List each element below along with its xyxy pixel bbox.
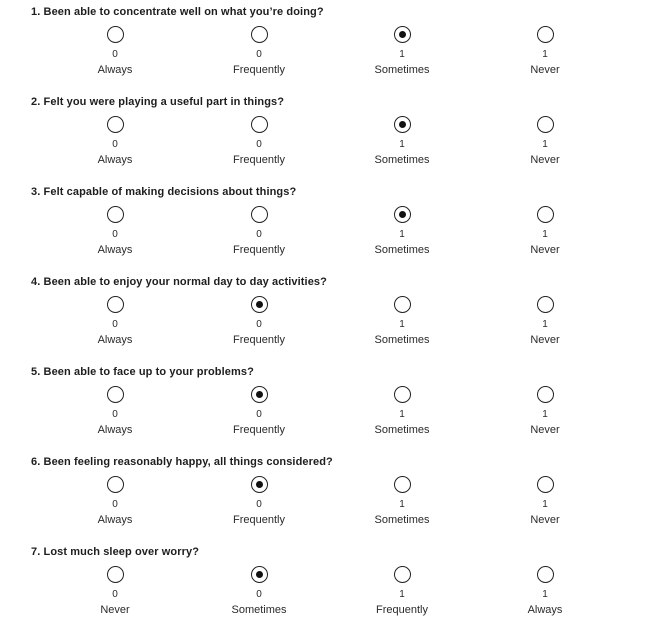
option-score: 0 [112,229,118,240]
radio-button[interactable] [251,116,268,133]
radio-button[interactable] [537,116,554,133]
option-label: Frequently [233,514,285,526]
option-label: Always [97,334,133,346]
answer-option[interactable] [199,296,319,347]
answer-option[interactable] [55,566,175,617]
radio-selected-dot [256,301,263,308]
option-label: Frequently [233,424,285,436]
question-5 [0,366,661,456]
radio-selected-dot [256,391,263,398]
radio-button[interactable] [107,206,124,223]
radio-button[interactable] [251,26,268,43]
radio-button[interactable] [394,566,411,583]
radio-button[interactable] [251,296,268,313]
radio-selected-dot [256,481,263,488]
answer-option[interactable] [485,296,605,347]
radio-button[interactable] [537,386,554,403]
question-text: 2. Felt you were playing a useful part in things? [31,96,285,108]
radio-button[interactable] [107,386,124,403]
answer-option[interactable] [55,206,175,257]
radio-selected-dot [399,211,406,218]
option-score: 0 [112,49,118,60]
option-label: Never [530,244,560,256]
question-text: 6. Been feeling reasonably happy, all things considered? [31,456,333,468]
radio-selected-dot [399,31,406,38]
radio-button[interactable] [251,206,268,223]
answer-option[interactable] [342,296,462,347]
answer-option[interactable] [342,116,462,167]
answer-option[interactable] [199,386,319,437]
option-score: 1 [399,319,405,330]
option-score: 0 [256,139,262,150]
radio-button[interactable] [537,206,554,223]
option-label: Always [97,514,133,526]
question-2 [0,96,661,186]
option-score: 1 [542,49,548,60]
option-score: 0 [256,499,262,510]
answer-option[interactable] [199,26,319,77]
radio-button[interactable] [394,206,411,223]
option-label: Never [530,154,560,166]
radio-button[interactable] [107,116,124,133]
option-score: 0 [256,49,262,60]
option-label: Sometimes [374,334,430,346]
question-7 [0,546,661,636]
answer-option[interactable] [199,206,319,257]
option-score: 1 [399,409,405,420]
answer-option[interactable] [485,206,605,257]
option-score: 0 [256,409,262,420]
option-score: 1 [542,319,548,330]
radio-button[interactable] [537,566,554,583]
option-label: Never [530,64,560,76]
answer-option[interactable] [342,386,462,437]
question-text: 1. Been able to concentrate well on what you’re doing? [31,6,324,18]
answer-option[interactable] [342,26,462,77]
question-text: 5. Been able to face up to your problems? [31,366,254,378]
radio-button[interactable] [394,116,411,133]
option-score: 1 [399,49,405,60]
answer-option[interactable] [342,566,462,617]
option-label: Never [530,424,560,436]
option-score: 0 [112,499,118,510]
answer-option[interactable] [199,566,319,617]
radio-button[interactable] [394,476,411,493]
option-score: 1 [542,139,548,150]
option-score: 1 [542,499,548,510]
radio-button[interactable] [251,476,268,493]
radio-button[interactable] [537,476,554,493]
option-label: Sometimes [374,424,430,436]
answer-option[interactable] [342,476,462,527]
option-label: Sometimes [374,244,430,256]
option-label: Frequently [233,154,285,166]
question-1 [0,6,661,96]
answer-option[interactable] [55,116,175,167]
question-6 [0,456,661,546]
radio-button[interactable] [394,296,411,313]
option-label: Frequently [376,604,428,616]
option-score: 1 [542,409,548,420]
option-score: 0 [112,409,118,420]
radio-button[interactable] [107,296,124,313]
radio-button[interactable] [537,296,554,313]
option-score: 0 [112,589,118,600]
radio-button[interactable] [394,26,411,43]
option-label: Always [97,424,133,436]
question-4 [0,276,661,366]
option-label: Frequently [233,334,285,346]
answer-option[interactable] [485,116,605,167]
option-label: Frequently [233,244,285,256]
question-text: 7. Lost much sleep over worry? [31,546,200,558]
option-score: 1 [399,229,405,240]
answer-option[interactable] [485,26,605,77]
question-text: 4. Been able to enjoy your normal day to day activities? [31,276,327,288]
option-label: Sometimes [374,514,430,526]
radio-button[interactable] [251,566,268,583]
option-label: Sometimes [374,64,430,76]
option-label: Frequently [233,64,285,76]
option-score: 1 [542,229,548,240]
answer-option[interactable] [485,386,605,437]
option-label: Never [530,334,560,346]
option-score: 0 [112,139,118,150]
answer-option[interactable] [55,296,175,347]
radio-button[interactable] [537,26,554,43]
option-label: Always [527,604,563,616]
radio-selected-dot [256,571,263,578]
option-label: Always [97,244,133,256]
radio-button[interactable] [107,566,124,583]
option-label: Sometimes [231,604,287,616]
option-score: 0 [256,589,262,600]
option-score: 1 [542,589,548,600]
option-score: 0 [112,319,118,330]
answer-option[interactable] [55,476,175,527]
answer-option[interactable] [485,476,605,527]
answer-option[interactable] [55,26,175,77]
option-score: 0 [256,229,262,240]
answer-option[interactable] [342,206,462,257]
radio-button[interactable] [107,26,124,43]
question-text: 3. Felt capable of making decisions about things? [31,186,297,198]
option-label: Always [97,154,133,166]
answer-option[interactable] [55,386,175,437]
option-score: 1 [399,139,405,150]
radio-button[interactable] [107,476,124,493]
option-score: 0 [256,319,262,330]
radio-selected-dot [399,121,406,128]
option-label: Always [97,64,133,76]
answer-option[interactable] [199,116,319,167]
option-score: 1 [399,589,405,600]
question-3 [0,186,661,276]
answer-option[interactable] [485,566,605,617]
option-score: 1 [399,499,405,510]
radio-button[interactable] [251,386,268,403]
radio-button[interactable] [394,386,411,403]
option-label: Never [530,514,560,526]
option-label: Sometimes [374,154,430,166]
answer-option[interactable] [199,476,319,527]
option-label: Never [100,604,130,616]
